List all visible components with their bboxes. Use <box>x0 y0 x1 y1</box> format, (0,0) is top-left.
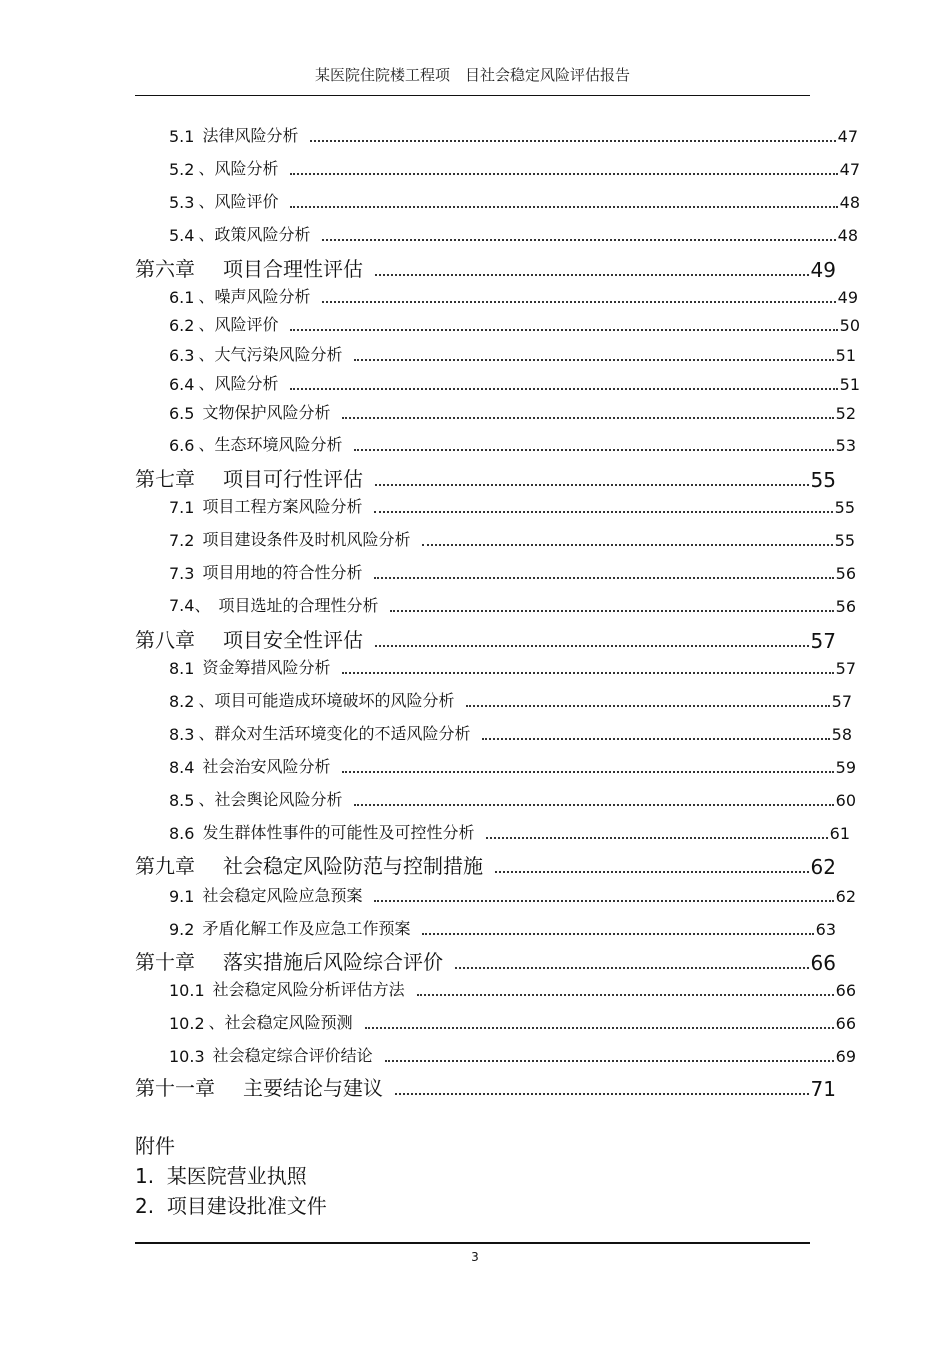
toc-section[interactable] <box>169 189 860 212</box>
toc-title: 项目工程方案风险分析 <box>202 497 363 516</box>
toc-page-number: 69 <box>835 1047 856 1066</box>
toc-number: 8.4 <box>169 758 195 777</box>
toc-dot-leader <box>374 900 833 902</box>
toc-page-number: 57 <box>835 659 856 678</box>
toc-dot-leader <box>342 771 833 773</box>
toc-dot-leader <box>422 544 832 546</box>
toc-number: 6.3 <box>169 346 195 365</box>
toc-chapter[interactable] <box>135 463 836 492</box>
toc-number: 6.4 <box>169 375 195 394</box>
toc-dot-leader <box>466 705 829 707</box>
appendix-item-num: 2. <box>135 1194 155 1218</box>
toc-number: 9.2 <box>169 920 195 939</box>
toc-dot-leader <box>322 301 835 303</box>
toc-section[interactable] <box>169 156 860 179</box>
toc-section[interactable] <box>169 883 856 906</box>
toc-title: 、风险评价 <box>198 192 279 211</box>
toc-number: 6.2 <box>169 316 195 335</box>
toc-number: 8.6 <box>169 824 195 843</box>
toc-section[interactable] <box>169 655 856 678</box>
toc-number: 7.4、 <box>169 596 211 615</box>
toc-chapter[interactable] <box>135 624 836 653</box>
toc-page-number: 50 <box>839 316 860 335</box>
page-header: 某医院住院楼工程项 目社会稳定风险评估报告 <box>314 66 630 84</box>
toc-number: 5.3 <box>169 193 195 212</box>
toc-title: 、群众对生活环境变化的不适风险分析 <box>198 724 471 743</box>
toc-dot-leader <box>290 329 837 331</box>
toc-number: 6.5 <box>169 404 195 423</box>
appendix-item-label: 项目建设批准文件 <box>166 1194 327 1218</box>
appendix-item <box>135 1190 327 1219</box>
toc-page-number: 53 <box>835 436 856 455</box>
toc-chapter[interactable] <box>135 253 836 282</box>
toc-title: 项目可行性评估 <box>223 467 363 491</box>
toc-title: 、噪声风险分析 <box>198 287 311 306</box>
toc-section[interactable] <box>169 593 856 616</box>
toc-page-number: 61 <box>829 824 850 843</box>
toc-chapter[interactable] <box>135 850 836 879</box>
toc-dot-leader <box>417 994 834 996</box>
toc-title: 社会稳定综合评价结论 <box>212 1046 373 1065</box>
toc-page-number: 71 <box>810 1077 836 1101</box>
toc-title: 落实措施后风险综合评价 <box>223 950 443 974</box>
toc-number: 第九章 <box>135 854 195 878</box>
toc-section[interactable] <box>169 560 856 583</box>
toc-section[interactable] <box>169 123 858 146</box>
toc-dot-leader <box>354 449 833 451</box>
toc-page-number: 66 <box>835 981 856 1000</box>
toc-page-number: 49 <box>810 258 836 282</box>
toc-dot-leader <box>375 274 809 276</box>
toc-title: 、风险分析 <box>198 159 279 178</box>
toc-section[interactable] <box>169 1043 856 1066</box>
toc-title: 项目选址的合理性分析 <box>218 596 379 615</box>
toc-title: 社会稳定风险应急预案 <box>202 886 363 905</box>
toc-dot-leader <box>395 1093 809 1095</box>
toc-dot-leader <box>422 933 813 935</box>
toc-section[interactable] <box>169 494 855 517</box>
toc-number: 8.3 <box>169 725 195 744</box>
toc-page-number: 49 <box>837 288 858 307</box>
toc-section[interactable] <box>169 312 860 335</box>
toc-title: 、社会舆论风险分析 <box>198 790 343 809</box>
toc-title: 、风险评价 <box>198 315 279 334</box>
toc-dot-leader <box>354 804 833 806</box>
toc-dot-leader <box>322 239 835 241</box>
toc-dot-leader <box>290 173 837 175</box>
toc-section[interactable] <box>169 787 856 810</box>
toc-page-number: 57 <box>810 629 836 653</box>
toc-dot-leader <box>342 672 833 674</box>
toc-title: 主要结论与建议 <box>243 1076 383 1100</box>
toc-dot-leader <box>374 577 833 579</box>
toc-page-number: 48 <box>839 193 860 212</box>
toc-dot-leader <box>495 871 809 873</box>
toc-number: 7.2 <box>169 531 195 550</box>
toc-dot-leader <box>385 1060 834 1062</box>
page-number: 3 <box>471 1250 479 1264</box>
toc-page-number: 62 <box>835 887 856 906</box>
toc-number: 6.1 <box>169 288 195 307</box>
toc-number: 第七章 <box>135 467 195 491</box>
toc-title: 项目安全性评估 <box>223 628 363 652</box>
footer-rule <box>135 1242 810 1244</box>
toc-title: 、社会稳定风险预测 <box>208 1013 353 1032</box>
toc-section[interactable] <box>169 1010 856 1033</box>
toc-page-number: 56 <box>835 564 856 583</box>
toc-section[interactable] <box>169 754 856 777</box>
appendix-item-num: 1. <box>135 1164 155 1188</box>
toc-page-number: 60 <box>835 791 856 810</box>
toc-dot-leader <box>455 967 809 969</box>
toc-page-number: 47 <box>837 127 858 146</box>
toc-number: 8.2 <box>169 692 195 711</box>
toc-number: 5.2 <box>169 160 195 179</box>
toc-page-number: 56 <box>835 597 856 616</box>
toc-page-number: 52 <box>835 404 856 423</box>
toc-page-number: 62 <box>810 855 836 879</box>
toc-page-number: 66 <box>810 951 836 975</box>
toc-number: 10.3 <box>169 1047 205 1066</box>
toc-dot-leader <box>290 206 837 208</box>
toc-chapter[interactable] <box>135 946 836 975</box>
toc-number: 7.3 <box>169 564 195 583</box>
toc-title: 、项目可能造成环境破坏的风险分析 <box>198 691 455 710</box>
toc-title: 社会稳定风险分析评估方法 <box>212 980 405 999</box>
toc-dot-leader <box>354 359 833 361</box>
toc-page-number: 59 <box>835 758 856 777</box>
toc-number: 第十章 <box>135 950 195 974</box>
toc-dot-leader <box>482 738 829 740</box>
toc-section[interactable] <box>169 721 852 744</box>
toc-dot-leader <box>374 511 832 513</box>
toc-number: 10.2 <box>169 1014 205 1033</box>
toc-title: 、大气污染风险分析 <box>198 345 343 364</box>
toc-section[interactable] <box>169 342 856 365</box>
toc-title: 项目建设条件及时机风险分析 <box>202 530 411 549</box>
toc-page-number: 57 <box>831 692 852 711</box>
toc-section[interactable] <box>169 977 856 1000</box>
toc-title: 社会治安风险分析 <box>202 757 331 776</box>
appendix-item <box>135 1160 307 1189</box>
toc-title: 社会稳定风险防范与控制措施 <box>223 854 483 878</box>
toc-dot-leader <box>390 610 833 612</box>
toc-page-number: 47 <box>839 160 860 179</box>
toc-section[interactable] <box>169 222 858 245</box>
toc-title: 发生群体性事件的可能性及可控性分析 <box>202 823 475 842</box>
toc-section[interactable] <box>169 284 858 307</box>
toc-title: 、风险分析 <box>198 374 279 393</box>
toc-section[interactable] <box>169 527 855 550</box>
toc-number: 6.6 <box>169 436 195 455</box>
toc-page-number: 51 <box>835 346 856 365</box>
toc-section[interactable] <box>169 820 850 843</box>
toc-title: 矛盾化解工作及应急工作预案 <box>202 919 411 938</box>
toc-number: 第六章 <box>135 257 195 281</box>
toc-title: 项目用地的符合性分析 <box>202 563 363 582</box>
toc-dot-leader <box>290 388 837 390</box>
toc-title: 、政策风险分析 <box>198 225 311 244</box>
toc-number: 8.1 <box>169 659 195 678</box>
toc-section[interactable] <box>169 916 836 939</box>
toc-title: 法律风险分析 <box>202 126 299 145</box>
toc-section[interactable] <box>169 688 852 711</box>
toc-dot-leader <box>310 140 835 142</box>
toc-title: 文物保护风险分析 <box>202 403 331 422</box>
toc-section[interactable] <box>169 432 856 455</box>
toc-title: 项目合理性评估 <box>223 257 363 281</box>
toc-dot-leader <box>342 417 833 419</box>
toc-number: 10.1 <box>169 981 205 1000</box>
toc-dot-leader <box>375 645 809 647</box>
toc-page-number: 55 <box>834 498 855 517</box>
toc-number: 7.1 <box>169 498 195 517</box>
appendix-title: 附件 <box>135 1134 175 1158</box>
toc-title: 、生态环境风险分析 <box>198 435 343 454</box>
toc-number: 5.4 <box>169 226 195 245</box>
toc-chapter[interactable] <box>135 1072 836 1101</box>
toc-page-number: 66 <box>835 1014 856 1033</box>
toc-section[interactable] <box>169 400 856 423</box>
toc-page-number: 55 <box>810 468 836 492</box>
toc-number: 第十一章 <box>135 1076 215 1100</box>
toc-number: 9.1 <box>169 887 195 906</box>
toc-number: 5.1 <box>169 127 195 146</box>
toc-number: 8.5 <box>169 791 195 810</box>
toc-section[interactable] <box>169 371 860 394</box>
toc-dot-leader <box>375 484 809 486</box>
toc-title: 资金筹措风险分析 <box>202 658 331 677</box>
toc-dot-leader <box>486 837 827 839</box>
toc-page-number: 51 <box>839 375 860 394</box>
appendix-item-label: 某医院营业执照 <box>166 1164 307 1188</box>
toc-number: 第八章 <box>135 628 195 652</box>
toc-page-number: 58 <box>831 725 852 744</box>
toc-dot-leader <box>365 1027 834 1029</box>
toc-page-number: 48 <box>837 226 858 245</box>
toc-page-number: 63 <box>815 920 836 939</box>
toc-page-number: 55 <box>834 531 855 550</box>
